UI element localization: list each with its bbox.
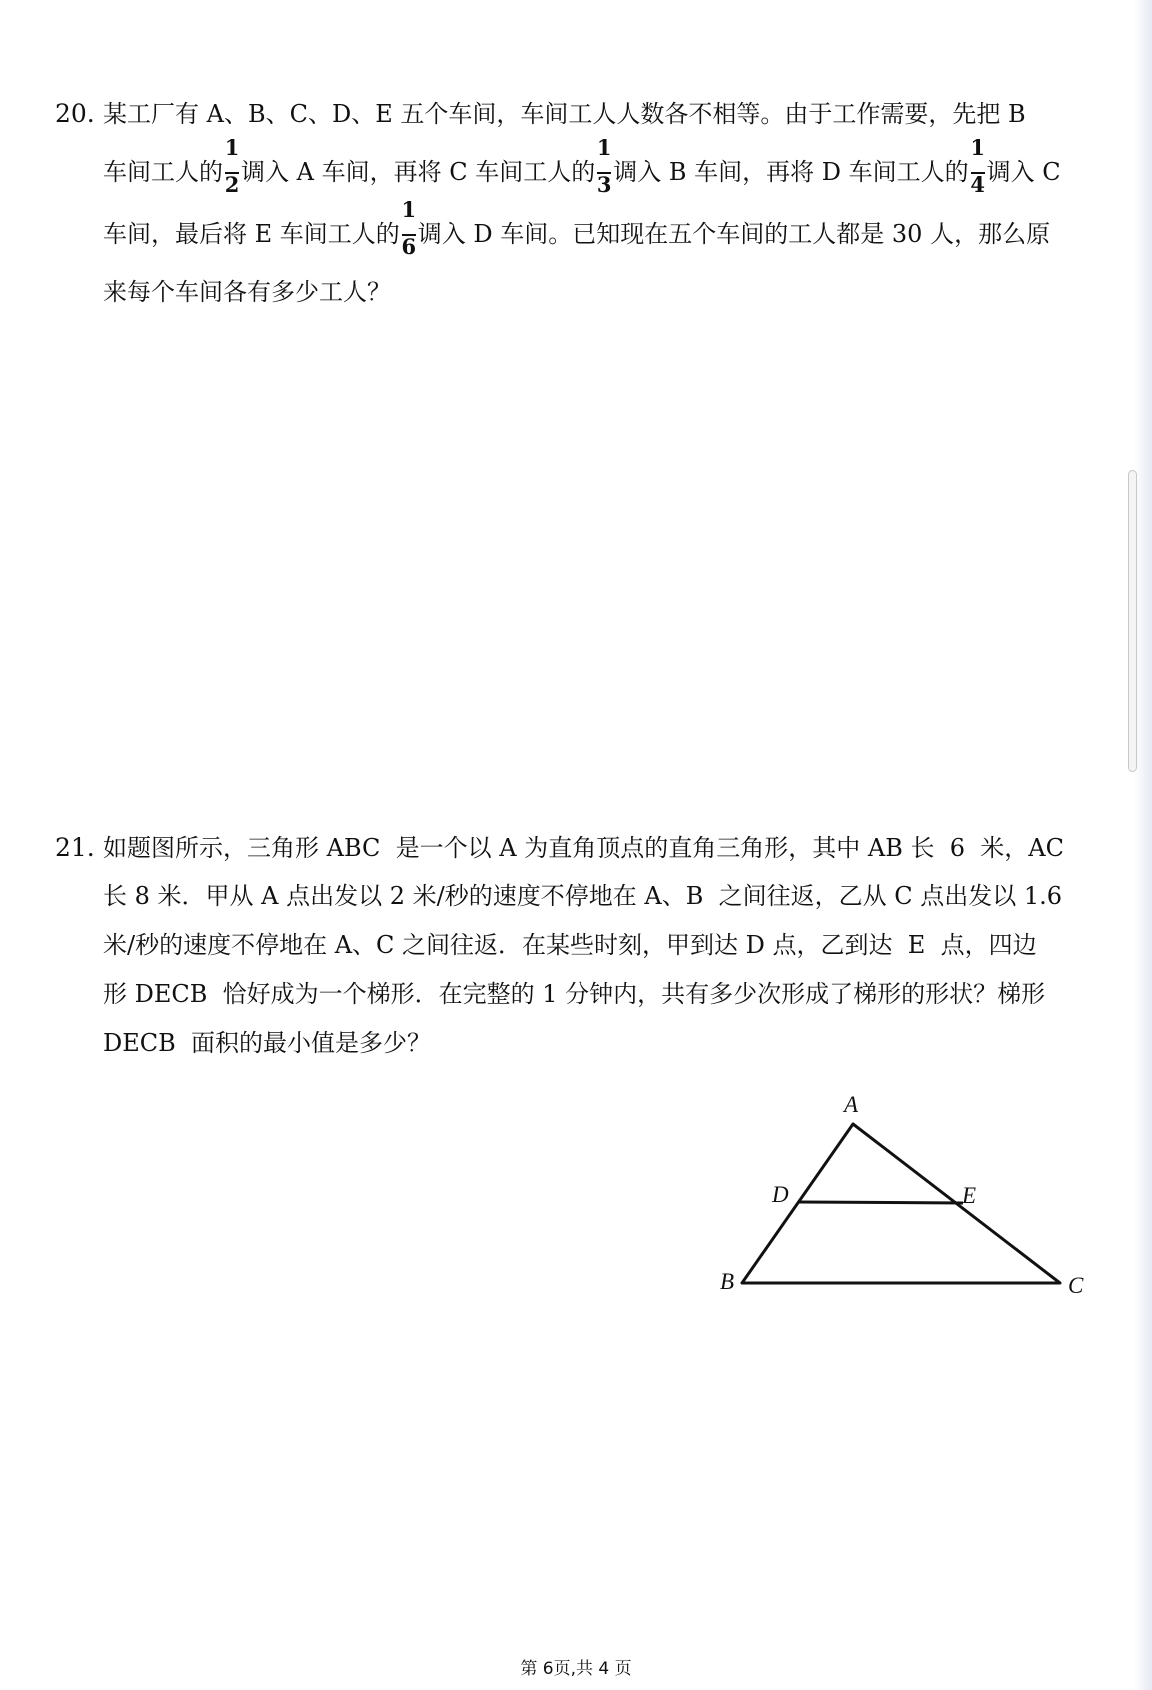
page-edge-shadow	[1134, 0, 1152, 1690]
question-number: 20.	[55, 99, 95, 128]
text-segment: 某工厂有 A、B、C、D、E 五个车间，车间工人人数各不相等。由于工作需要，先把 B	[103, 100, 1026, 128]
question-20-line-2	[103, 135, 1061, 197]
question-21-line-3	[103, 927, 1037, 963]
question-20-line-1	[103, 96, 1026, 132]
text-segment: 车间工人的	[103, 158, 223, 186]
question-21-line-5	[103, 1025, 431, 1061]
triangle-figure	[700, 1090, 1100, 1304]
fraction-numerator: 1	[401, 197, 417, 222]
page-footer: 第 6页,共 4 页	[520, 1659, 632, 1679]
fraction-numerator: 1	[596, 135, 612, 160]
scrollbar-thumb[interactable]	[1128, 470, 1137, 772]
triangle-diagram	[700, 1090, 1100, 1300]
point-label-d: D	[772, 1182, 789, 1207]
fraction-denominator: 6	[401, 234, 417, 259]
text-segment: 形 DECB 恰好成为一个梯形．在完整的 1 分钟内，共有多少次形成了梯形的形状？梯形	[103, 980, 1046, 1008]
text-segment: 调入 D 车间。已知现在五个车间的工人都是 30 人，那么原	[417, 220, 1051, 248]
text-segment: 长 8 米．甲从 A 点出发以 2 米/秒的速度不停地在 A、B 之间往返，乙从 C 点出发以 1.6	[103, 882, 1063, 910]
fraction-one-quarter	[970, 135, 986, 197]
point-label-e: E	[962, 1183, 977, 1208]
fraction-numerator: 1	[970, 135, 985, 160]
text-segment: 车间，最后将 E 车间工人的	[103, 220, 400, 248]
question-20-line-3	[103, 197, 1051, 259]
vertex-label-b: B	[720, 1269, 735, 1294]
fraction-denominator: 4	[970, 172, 985, 197]
fraction-one-sixth	[401, 197, 417, 259]
question-21-line-2	[103, 878, 1062, 914]
text-segment: 调入 B 车间，再将 D 车间工人的	[613, 158, 969, 186]
fraction-denominator: 3	[596, 172, 612, 197]
segment-de	[798, 1202, 963, 1203]
text-segment: 如题图所示，三角形 ABC 是一个以 A 为直角顶点的直角三角形，其中 AB 长 6 米，AC	[103, 834, 1064, 862]
question-20-line-4	[103, 274, 391, 310]
text-segment: 米/秒的速度不停地在 A、C 之间往返．在某些时刻，甲到达 D 点，乙到达 E 点，四边	[103, 931, 1037, 959]
question-21-line-1	[103, 830, 1064, 866]
vertex-label-a: A	[844, 1092, 859, 1117]
question-number: 21.	[55, 833, 95, 862]
text-segment: 调入 C	[986, 158, 1061, 186]
text-segment: 来每个车间各有多少工人？	[103, 278, 391, 306]
fraction-denominator: 2	[224, 172, 240, 197]
text-segment: DECB 面积的最小值是多少？	[103, 1029, 432, 1057]
fraction-one-half	[224, 135, 240, 197]
fraction-numerator: 1	[224, 135, 240, 160]
vertex-label-c: C	[1068, 1273, 1084, 1298]
text-segment: 调入 A 车间，再将 C 车间工人的	[241, 158, 596, 186]
fraction-one-third	[596, 135, 612, 197]
question-21-line-4	[103, 976, 1045, 1012]
